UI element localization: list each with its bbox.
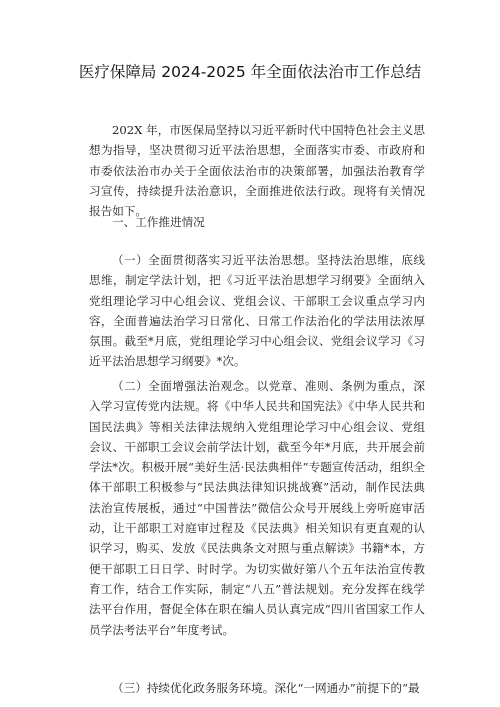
- item-1-paragraph: （一）全面贯彻落实习近平法治思想。坚持法治思维，底线思维，制定学法计划，把《习近平法治思想学习纲要》全面纳入党组理论学习中心组会议、党组会议、干部职工会议重点学习内容，全面普遍法治学习日常化、日常工作法治化的学法用法浓厚氛围。截至*月底，党组理论学习中心组会议、党组会议学习《习近平法治思想学习纲要》*次。: [89, 253, 425, 369]
- intro-paragraph: 202X 年，市医保局坚持以习近平新时代中国特色社会主义思想为指导，坚决贯彻习近平法治思想，全面落实市委、市政府和市委依法治市办关于全面依法治市的决策部署，加强法治教育学习宣传，持续提升法治意识，全面推进依法行政。现将有关情况报告如下。: [89, 123, 425, 219]
- document-title: 医疗保障局 2024-2025 年全面依法治市工作总结: [78, 63, 422, 81]
- item-3-paragraph: （三）持续优化政务服务环境。深化“一网通办”前提下的“最: [112, 681, 420, 695]
- section-heading: 一、工作推进情况: [112, 215, 205, 229]
- item-2-paragraph: （二）全面增强法治观念。以党章、准则、条例为重点，深入学习宣传党内法规。将《中华人民共和国宪法》《中华人民共和国民法典》等相关法律法规纳入党组理论学习中心组会议、党组会议、干部职工会议会前学法计划，截至今年*月底，共开展会前学法*次。积极开展“美好生活·民法典相伴”专题宣传活动，组织全体干部职工积极参与“民法典法律知识挑战赛”活动，制作民法典法治宣传展板，通过“中国普法”微信公众号开展线上旁听庭审活动，让干部职工对庭审过程及《民法典》相关知识有更直观的认识学习，购买、发放《民法典条文对照与重点解读》书籍*本，方便干部职工日日学、时时学。为切实做好第八个五年法治宣传教育工作，结合工作实际，制定“八五”普法规划。充分发挥在线学法平台作用，督促全体在职在编人员认真完成“四川省国家工作人员学法考法平台”年度考试。: [89, 379, 425, 637]
